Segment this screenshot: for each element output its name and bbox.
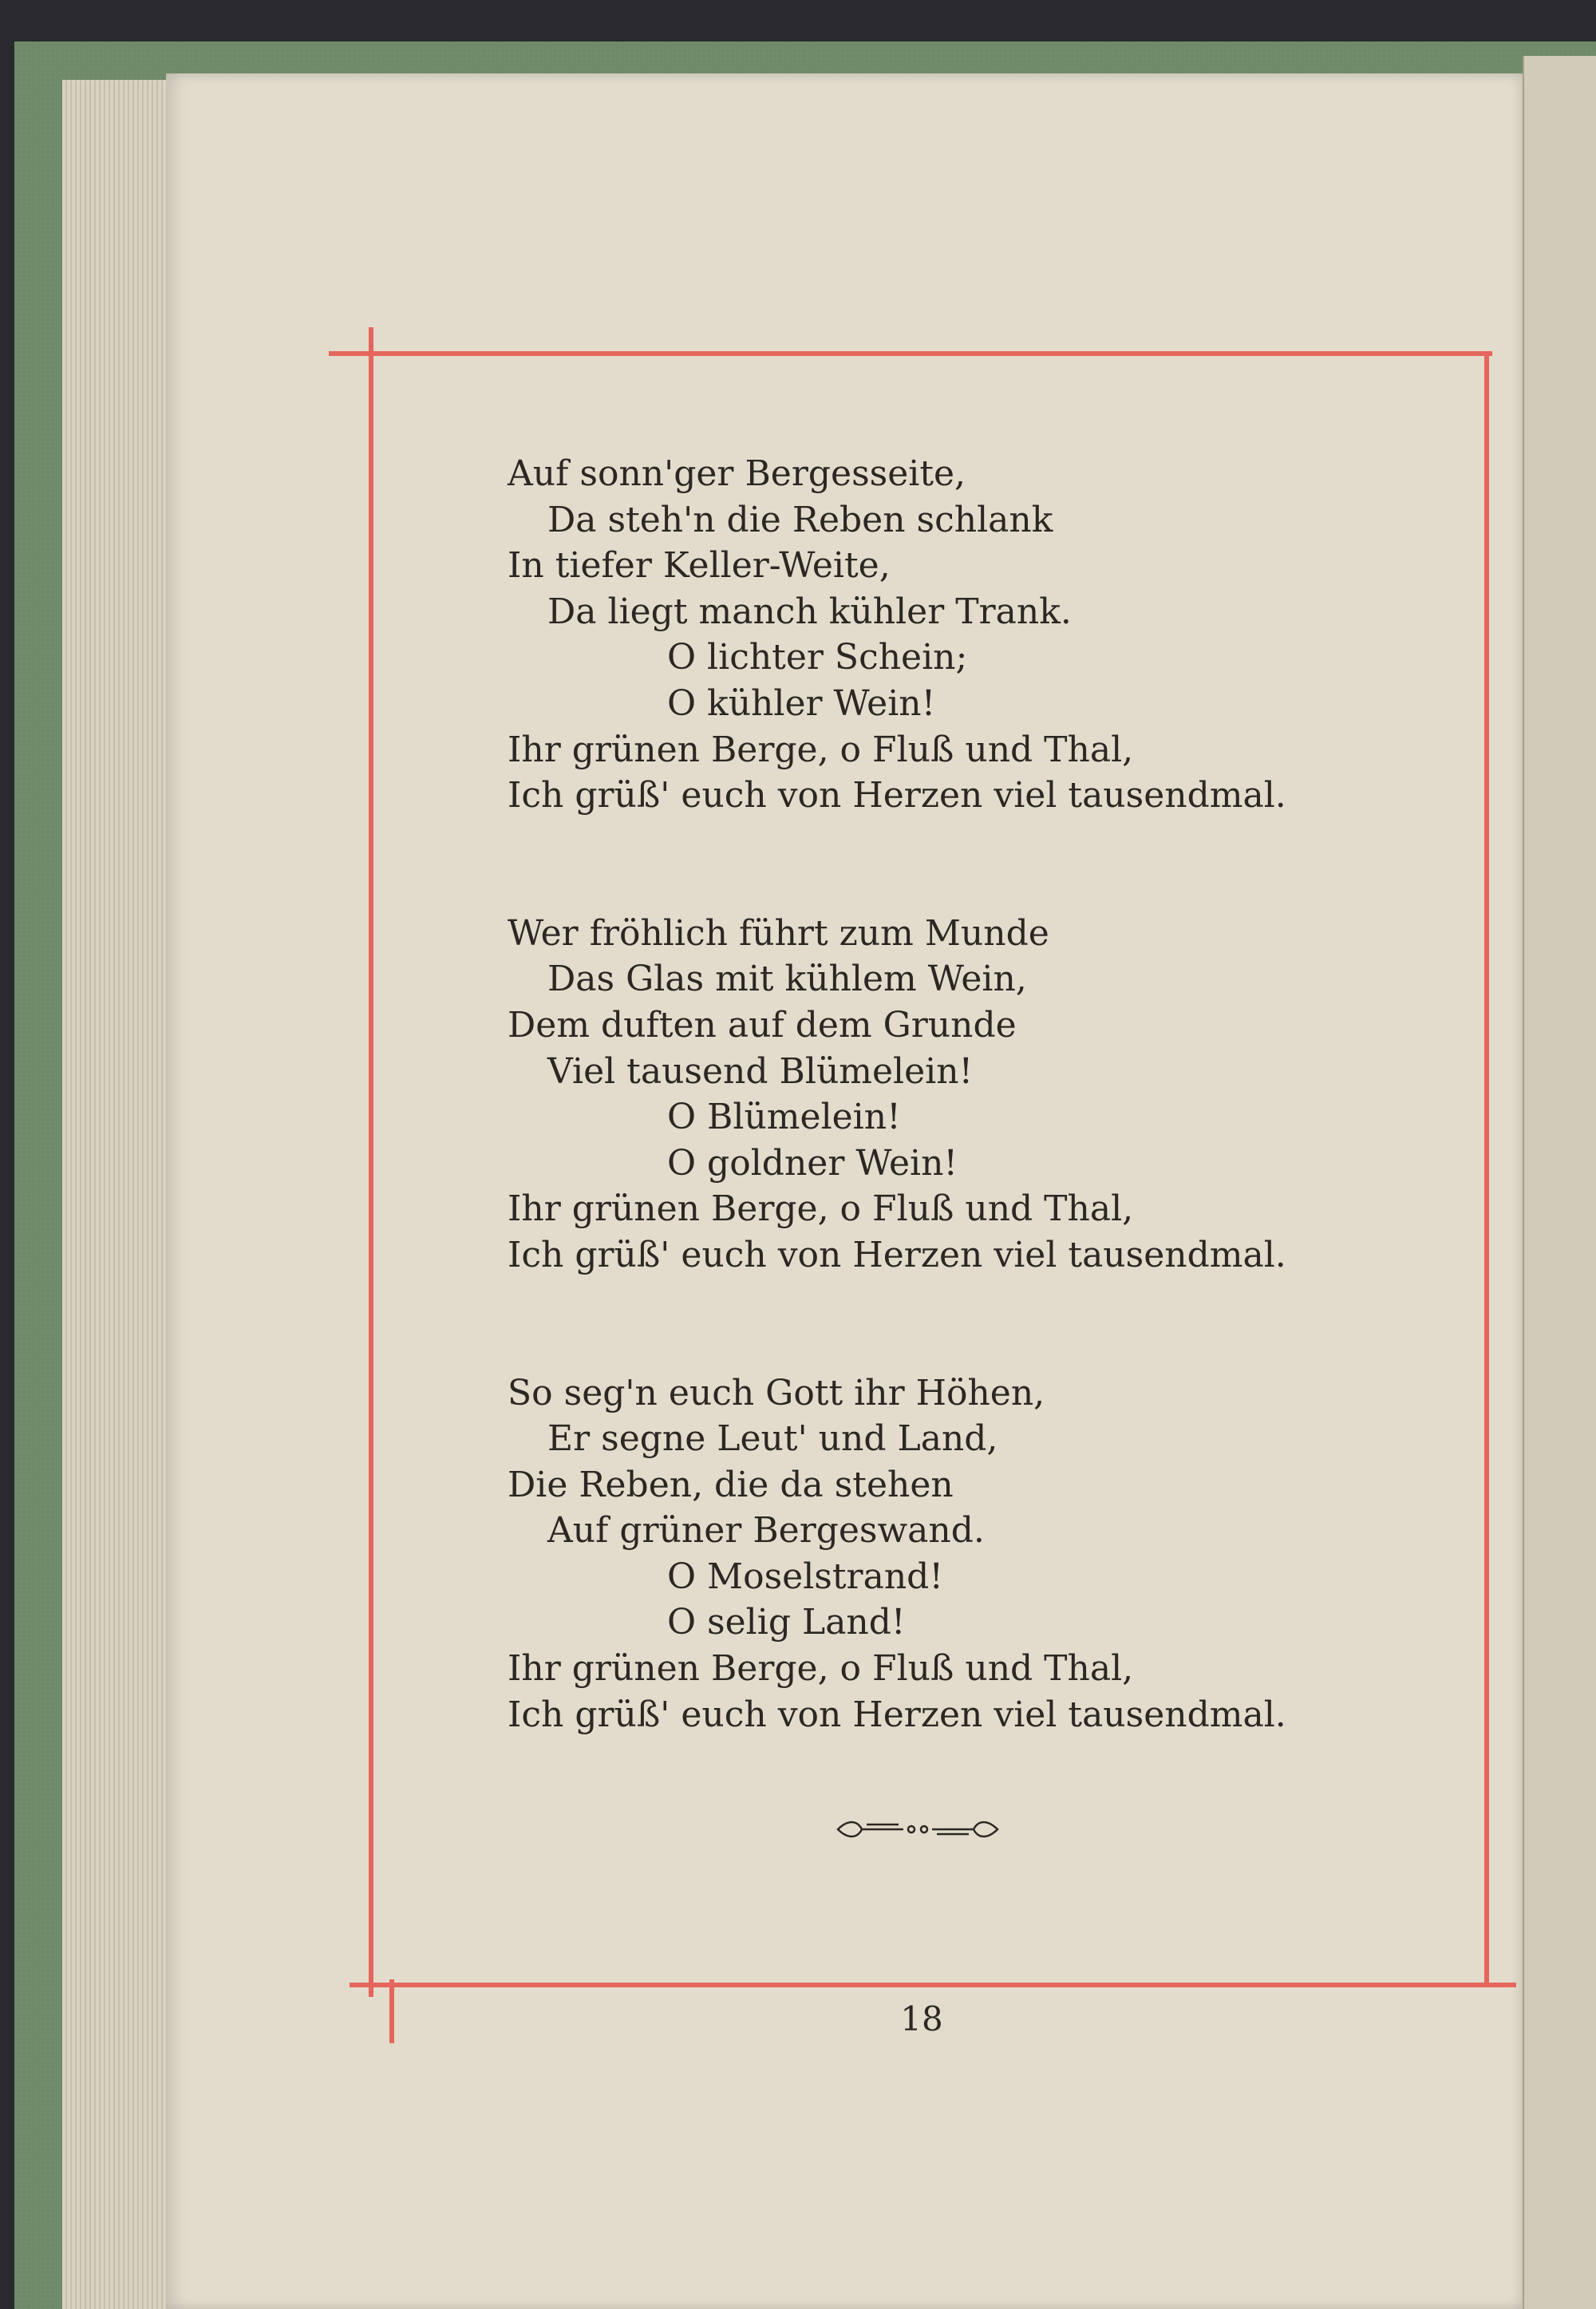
poem-line: Ihr grünen Berge, o Fluß und Thal, <box>508 729 1134 770</box>
stanza <box>508 451 1385 819</box>
poem-line: O kühler Wein! <box>667 682 936 724</box>
poem-line: Auf grüner Bergeswand. <box>547 1510 985 1552</box>
poem-line: O goldner Wein! <box>667 1142 958 1184</box>
poem-line: O Blümelein! <box>667 1097 901 1138</box>
poem-line: Ich grüß' euch von Herzen viel tausendmal. <box>508 775 1286 816</box>
poem-line: Ihr grünen Berge, o Fluß und Thal, <box>508 1188 1134 1230</box>
stanza-gap <box>508 1279 1385 1370</box>
frame-left-tail <box>389 1979 394 2043</box>
poem-line: So seg'n euch Gott ihr Höhen, <box>508 1372 1045 1413</box>
poem-line: Da steh'n die Reben schlank <box>547 499 1053 540</box>
poem-line: Wer fröhlich führt zum Munde <box>508 912 1049 954</box>
page-number: 18 <box>900 1999 943 2038</box>
ornament-divider <box>830 1813 1005 1845</box>
poem-line: Er segne Leut' und Land, <box>547 1418 998 1460</box>
page-edges <box>62 80 182 2309</box>
poem-line: Da liegt manch kühler Trank. <box>547 591 1072 632</box>
poem-line: Viel tausend Blümelein! <box>547 1050 974 1092</box>
poem-line: Dem duften auf dem Grunde <box>508 1004 1017 1046</box>
poem-line: O Moselstrand! <box>667 1556 944 1597</box>
poem-line: Auf sonn'ger Bergesseite, <box>508 453 966 494</box>
poem-text <box>508 451 1385 1738</box>
poem-line: O selig Land! <box>667 1602 906 1643</box>
poem-line: O lichter Schein; <box>667 637 968 678</box>
frame-left-rule <box>369 327 373 1997</box>
poem-line: Die Reben, die da stehen <box>508 1464 954 1505</box>
poem-line: In tiefer Keller-Weite, <box>508 545 891 587</box>
stanza-gap <box>508 819 1385 911</box>
poem-line: Ich grüß' euch von Herzen viel tausendmal. <box>508 1694 1286 1735</box>
poem-line: Ich grüß' euch von Herzen viel tausendmal. <box>508 1234 1286 1275</box>
next-page-edge <box>1523 56 1596 2309</box>
stanza <box>508 1370 1385 1738</box>
stanza <box>508 911 1385 1279</box>
frame-top-rule <box>329 351 1492 356</box>
poem-line: Das Glas mit kühlem Wein, <box>547 959 1027 1000</box>
frame-right-rule <box>1484 356 1489 1984</box>
frame-bottom-rule <box>350 1983 1516 1987</box>
poem-line: Ihr grünen Berge, o Fluß und Thal, <box>508 1648 1134 1690</box>
